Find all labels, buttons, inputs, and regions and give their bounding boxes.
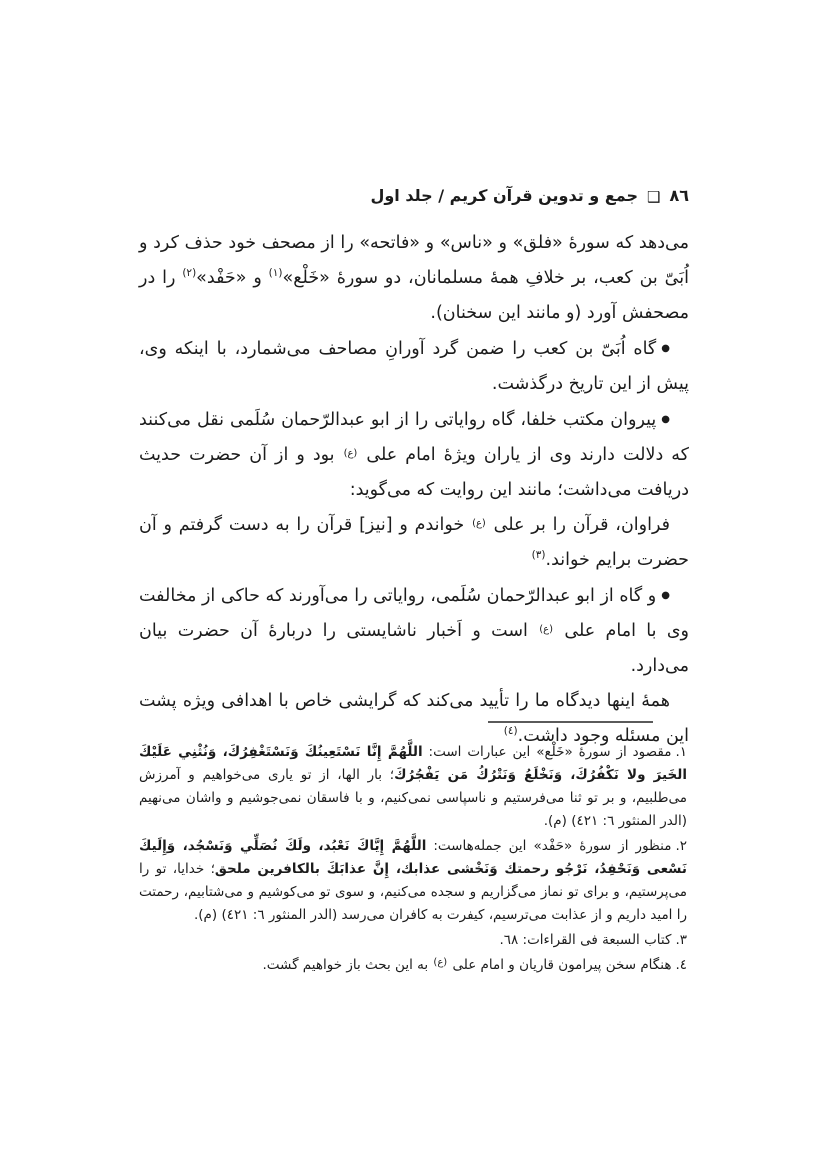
bullet-icon: ● bbox=[661, 414, 670, 425]
running-title: جمع و تدوین قرآن کریم / جلد اول bbox=[370, 186, 639, 205]
footnote-item bbox=[139, 835, 687, 927]
text-run: منظور از سورۀ «حَفْد» این جمله‌هاست: bbox=[426, 838, 672, 854]
text-run: مقصود از سورۀ «خَلْع» این عبارات است: bbox=[422, 744, 672, 760]
text-run: و گاه از ابو عبدالرّحمان سُلَمی، روایاتی را می‌آورند که حاکی از مخالفت وی با امام علی bbox=[139, 586, 689, 641]
text-run: خواندم و [نیز] قرآن را به دست گرفتم و آن حضرت برایم خواند. bbox=[139, 515, 689, 570]
text-run: ؛ بار الها، از تو یاری می‌خواهیم و آمرزش می‌طلبیم، و بر تو ثنا می‌فرستیم و ناسپاسی نمی‌کنیم، و با فاسقان نمی‌جوشیم و واشان می‌نهیم (الدر المنثور ٦: ٤٢١) (م). bbox=[139, 767, 687, 829]
footnote-marker: (٤) bbox=[503, 725, 518, 737]
text-run: کتاب السبعة فی القراءات: ٦٨. bbox=[499, 932, 672, 948]
body-paragraph-bullet-2 bbox=[139, 402, 689, 508]
text-run: گاه اُبَیّ بن کعب را ضمن گرد آورانِ مصاحف می‌شمارد، با اینکه وی، پیش از این تاریخ درگذشت. bbox=[139, 339, 689, 394]
text-run: را در مصحفش آورد (و مانند این سخنان). bbox=[139, 268, 689, 323]
alayhi-salam-honorific-icon: (ع) bbox=[343, 448, 358, 459]
page-body bbox=[139, 226, 689, 754]
footnote-number: ١. bbox=[675, 744, 687, 760]
text-run: است و اَخبار ناشایستی را دربارۀ آن حضرت بیان می‌دارد. bbox=[139, 621, 689, 676]
footnote-number: ٢. bbox=[675, 838, 687, 854]
text-run: فراوان، قرآن را بر علی bbox=[486, 515, 671, 535]
arabic-quotation: اللَّهُمَّ إِيَّاكَ نَعْبُد، ولَكَ نُصَلِّي وَنَسْجُد، وَإِلَيكَ نَسْعى وَنَحْفِدُ، نَرْجُو رحمتك وَنَخْشى عذابك، إِنَّ عذابَكَ بالكافرين ملحق bbox=[139, 838, 687, 877]
footnote-number: ٤. bbox=[675, 957, 687, 973]
alayhi-salam-honorific-icon: (ع) bbox=[433, 957, 448, 968]
section-square-icon: ❑ bbox=[647, 188, 661, 206]
alayhi-salam-honorific-icon: (ع) bbox=[472, 518, 486, 529]
bullet-icon: ● bbox=[661, 343, 670, 354]
footnotes-block bbox=[139, 741, 687, 979]
page-header bbox=[139, 186, 689, 205]
arabic-quotation: اللَّهُمَّ إِنَّا نَسْتَعِينُكَ وَنَسْتَغْفِرُكَ، وَنُثْنِي عَلَيْكَ الخَيرَ ولا نَكْفُرُكَ، وَنَخْلَعُ وَنَتْرُكُ مَن يَفْجُرُكَ bbox=[139, 744, 687, 783]
bullet-icon: ● bbox=[661, 590, 670, 601]
text-run: بود و از آن حضرت حدیث دریافت می‌داشت؛ مانند این روایت که می‌گوید: bbox=[139, 445, 689, 500]
text-run: به این بحث باز خواهیم گشت. bbox=[262, 957, 433, 973]
footnote-number: ٣. bbox=[675, 932, 687, 948]
body-paragraph-bullet-3 bbox=[139, 578, 689, 684]
footnote-item bbox=[139, 954, 687, 977]
text-run: می‌دهد که سورۀ «فلق» و «ناس» و «فاتحه» را از مصحف خود حذف کرد و اُبَیّ بن کعب، بر خلافِ همۀ مسلمانان، دو سورۀ «خَلْع» bbox=[139, 233, 689, 288]
alayhi-salam-honorific-icon: (ع) bbox=[539, 624, 553, 635]
body-paragraph-bullet-1 bbox=[139, 331, 689, 402]
body-paragraph-quote bbox=[139, 508, 689, 578]
page-number: ٨٦ bbox=[669, 186, 689, 205]
footnote-marker: (١) bbox=[268, 267, 283, 279]
text-run: همۀ اینها دیدگاه ما را تأیید می‌کند که گرایشی خاص با اهدافی ویژه پشت این مسئله وجود داشت. bbox=[139, 691, 689, 746]
footnote-item bbox=[139, 929, 687, 952]
footnote-marker: (٢) bbox=[182, 267, 197, 279]
text-run: هنگام سخن پیرامون قاریان و امام علی bbox=[448, 957, 672, 973]
text-run: و «حَفْد» bbox=[196, 268, 269, 288]
footnote-item bbox=[139, 741, 687, 833]
footnote-marker: (٣) bbox=[531, 549, 546, 561]
body-paragraph-continued bbox=[139, 226, 689, 331]
text-run: ؛ خدایا، تو را می‌پرستیم، و برای تو نماز می‌گزاریم و سجده می‌کنیم، و سوی تو می‌کوشیم و می‌شتابیم، رحمتت را امید داریم و از عذابت می‌ترسیم، کیفرت به کافران می‌رسد (الدر المنثور ٦: ٤٢١) (م). bbox=[139, 861, 687, 923]
text-run: پیروان مکتب خلفا، گاه روایاتی را از ابو عبدالرّحمان سُلَمی نقل می‌کنند که دلالت دارند وی از یاران ویژۀ امام علی bbox=[139, 410, 689, 465]
footnote-separator bbox=[488, 721, 653, 723]
